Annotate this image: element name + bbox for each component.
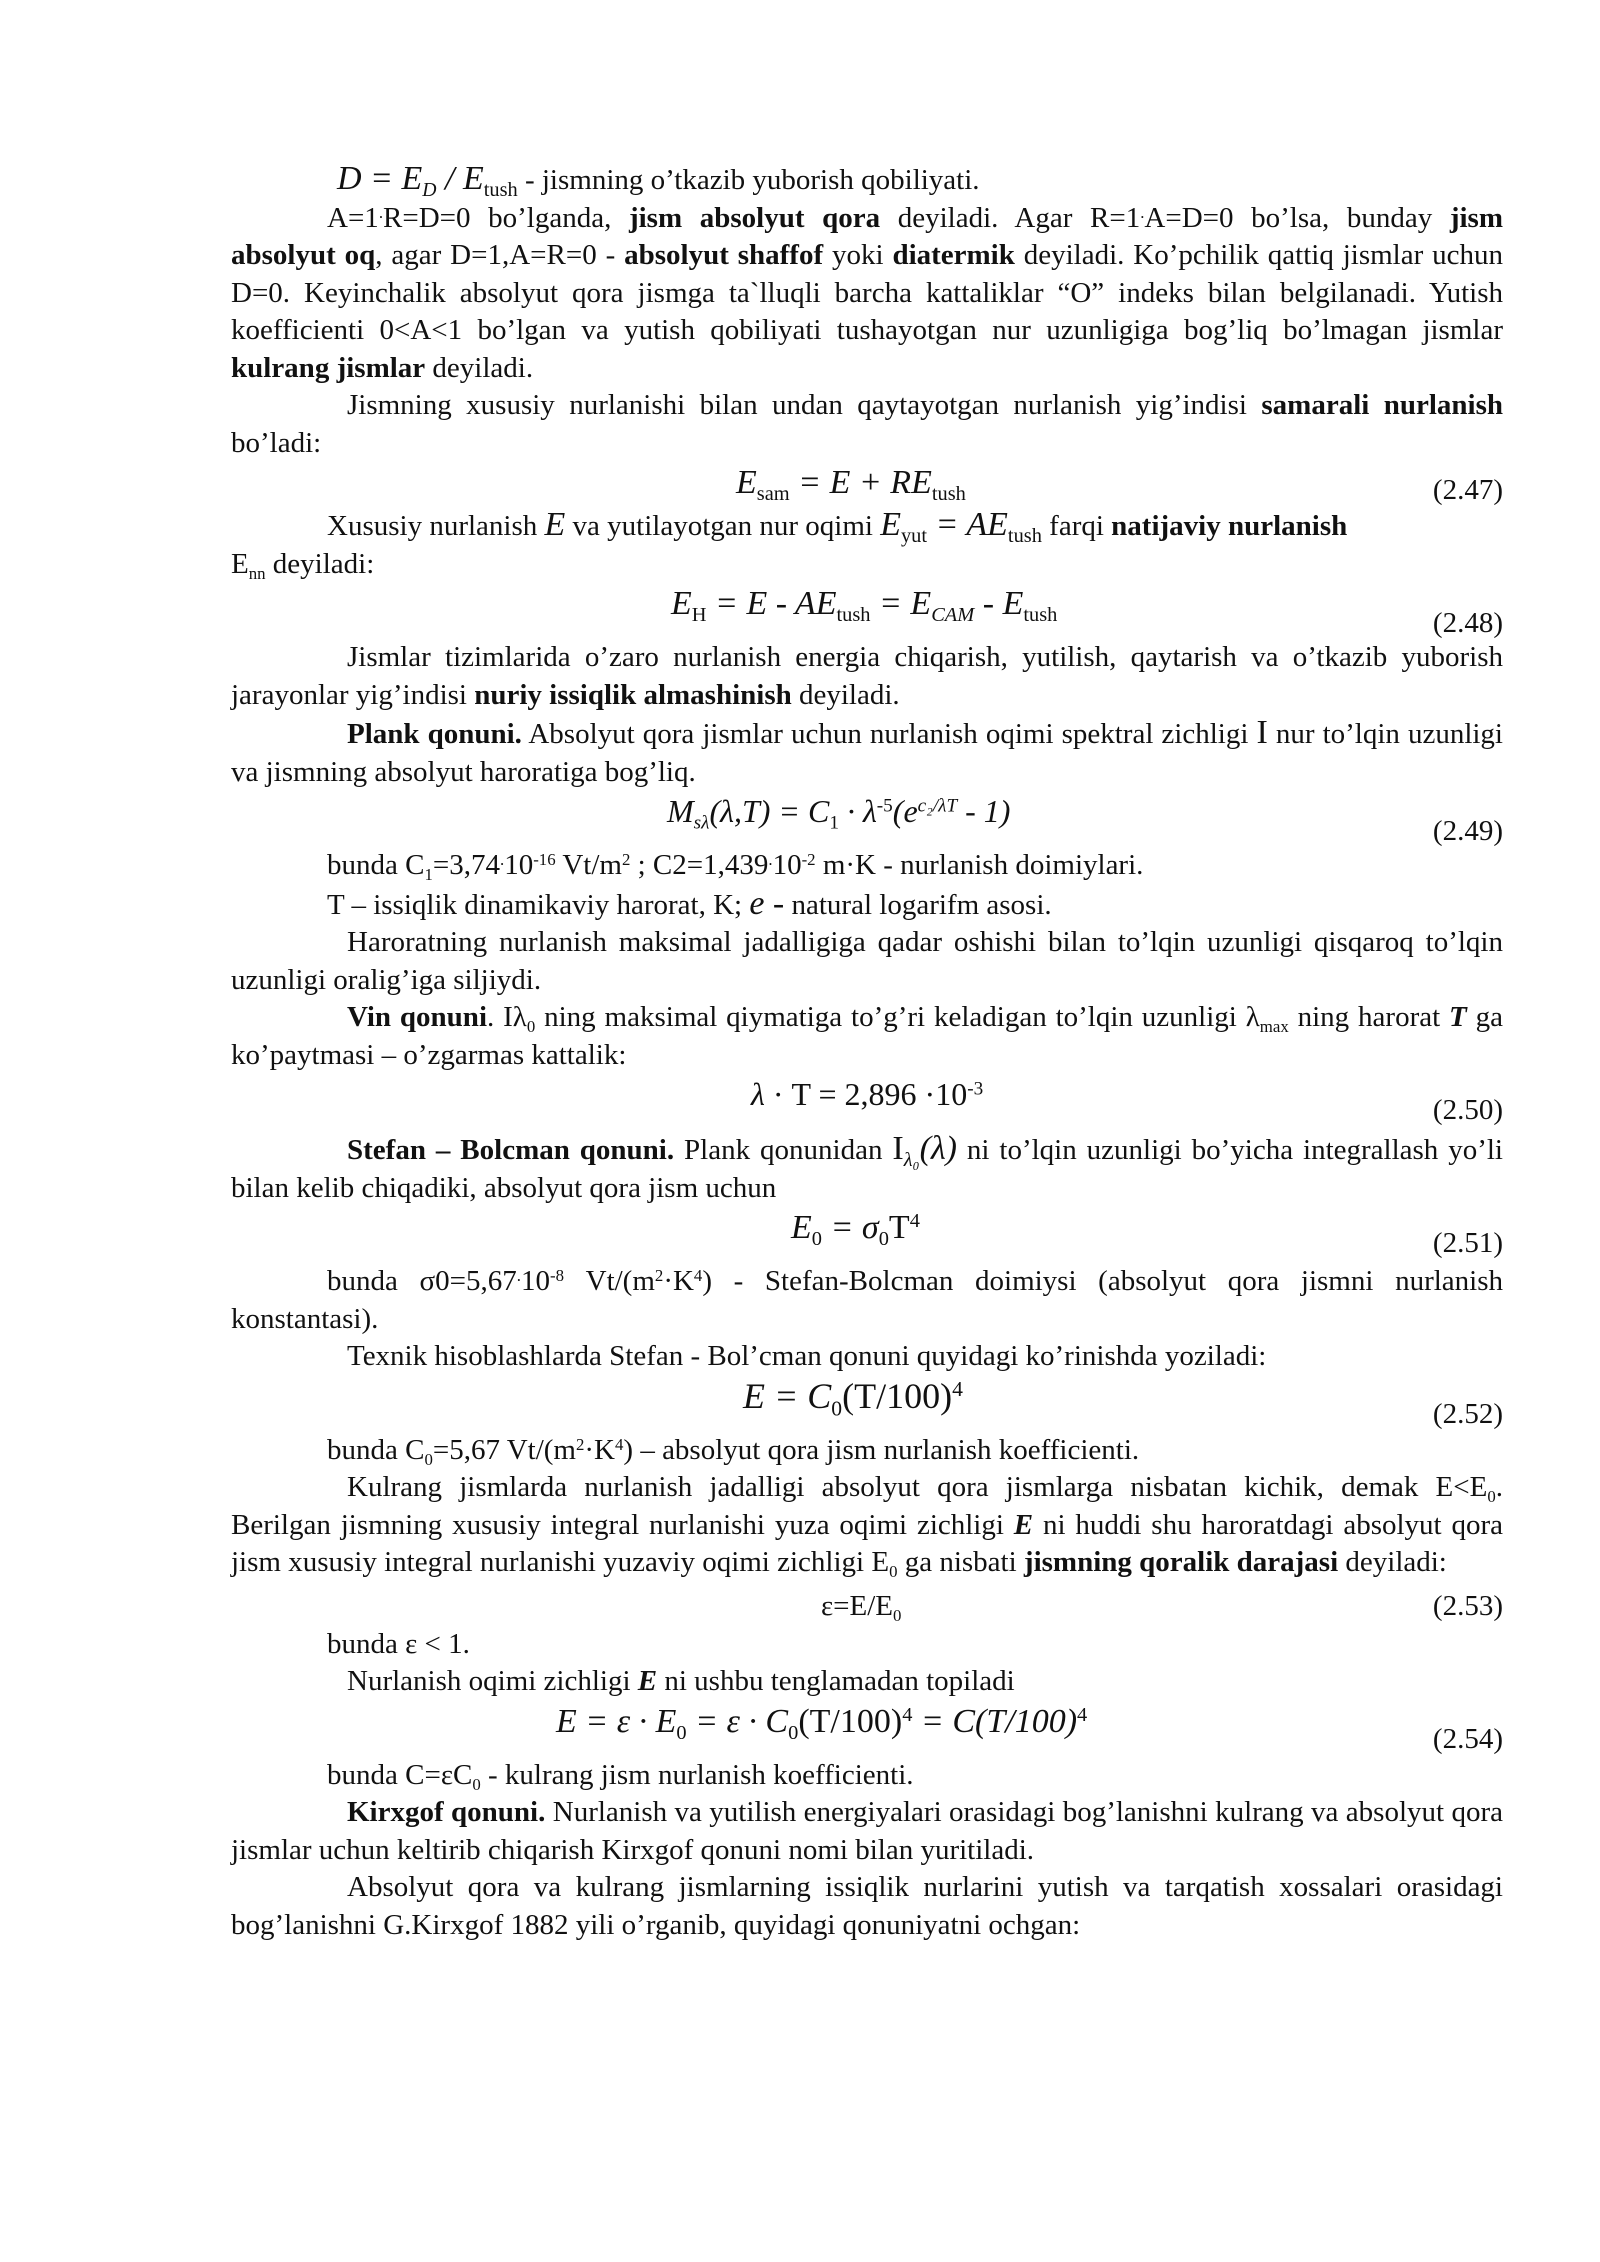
paragraph-grey-body-coefficient: bunda $C=\varepsilon C_0$ - kulrang jism nurlanish koefficienti. xyxy=(327,1758,914,1794)
paragraph-kirchhoff-history: Absolyut qora va kulrang jismlarning issiqlik nurlarini yutish va tarqatish xossalari orasidagi bog’lanishni G.Kirxgof 1882 yili o’rganib, quyidagi qonuniyatni ochgan: xyxy=(231,1871,1503,1941)
equation-number: (2.54) xyxy=(1432,1722,1503,1755)
paragraph-kirchhoff-law: Kirxgof qonuni. Nurlanish va yutilish energiyalari orasidagi bog’lanishni kulrang va absolyut qora jismlar uchun keltirib chiqarish Kirxgof qonuni nomi bilan yuritiladi. xyxy=(231,1796,1504,1866)
equation-number: (2.48) xyxy=(1432,607,1503,639)
equation-2-51: $E_0 = \sigma_0T^4$ (2.51) xyxy=(231,1207,1503,1263)
formula-transmissivity: $D = E_D / E_{tush}$ xyxy=(337,160,518,202)
equation-number: (2.49) xyxy=(1432,815,1503,847)
equation-2-53: $\varepsilon=E/E_0$ (2.53) xyxy=(821,1589,1503,1625)
paragraph-absolute-bodies: A=1.R=D=0 bo’lganda, jism absolyut qora deyiladi. Agar R=1.A=D=0 bo’lsa, bunday jism absolyut oq, agar D=1,A=R=0 - absolyut shaffof yoki diatermik deyiladi. Ko’pchilik qattiq jismlar uchun D=0. Keyinchalik absolyut qora jismga ta`lluqli barcha kattaliklar “O” indeks bilan belgilanadi. Yutish koefficienti 0<A<1 bo’lgan va yutish qobiliyati tushayotgan nur uzunligiga bog’liq bo’lmagan jismlar kulrang jismlar deyiladi. xyxy=(231,201,1504,384)
paragraph-stefan-constant: bunda $\sigma 0=5,67^.10^{-8}$ $Vt/(m^2\cdot K^4)$ - Stefan-Bolcman doimiysi (absolyut qora jismni nurlanish konstantasi). xyxy=(231,1265,1503,1335)
paragraph-temperature-note: T – issiqlik dinamikaviy harorat, K; e - natural logarifm asosi. xyxy=(327,884,1052,922)
paragraph-net-radiation: Xususiy nurlanish E va yutilayotgan nur oqimi $E_{yut} = AE_{tush}$ farqi natijaviy nurlanish $E_{nn}$ deyiladi: xyxy=(231,506,1348,583)
paragraph-radiant-heat-exchange: Jismlar tizimlarida o’zaro nurlanish energia chiqarish, yutilish, qaytarish va o’tkazib yuborish jarayonlar yig’indisi nuriy issiqlik almashinish deyiladi. xyxy=(231,641,1503,711)
paragraph-stefan-boltzmann-law: Stefan – Bolcman qonuni. Plank qonunidan $I_{\lambda_0}(\lambda)$ ni to’lqin uzunligi bo’yicha integrallash yo’li bilan kelib chiqadiki, absolyut qora jism uchun xyxy=(231,1130,1503,1204)
equation-2-48: $E_H = E - AE_{tush} = E_{CAM} - E_{tush}$ (2.48) xyxy=(231,583,1503,639)
equation-2-52: $E = C_0(T/100)^4$ (2.52) xyxy=(231,1376,1503,1432)
equation-2-50: $\lambda \cdot T = 2,896 \cdot 10^{-3}$ (2.50) xyxy=(231,1074,1503,1130)
equation-number: (2.52) xyxy=(1432,1397,1503,1430)
paragraph-flux-density: Nurlanish oqimi zichligi E ni ushbu tenglamadan topiladi xyxy=(347,1665,1015,1697)
equation-number: (2.53) xyxy=(1432,1589,1503,1622)
paragraph-black-body-coefficient: bunda $C_0=5,67$ $Vt/(m^2\cdot K^4)$ – absolyut qora jism nurlanish koefficienti. xyxy=(327,1433,1140,1469)
equation-2-49: $M_{s\lambda}(\lambda,T) = C_1 \cdot \lambda^{-5}(e^{c_2/\lambda T} - 1)$ (2.49) xyxy=(231,791,1503,847)
document-page xyxy=(231,160,1503,1944)
equation-number: (2.47) xyxy=(1432,474,1503,506)
paragraph-emissivity: Kulrang jismlarda nurlanish jadalligi absolyut qora jismlarga nisbatan kichik, demak $E<E_0$. Berilgan jismning xususiy integral nurlanishi yuza oqimi zichligi E ni huddi shu haroratdagi absolyut qora jism xususiy integral nurlanishi yuzaviy oqimi zichligi $E_0$ ga nisbati jismning qoralik darajasi deyiladi: xyxy=(231,1471,1503,1581)
paragraph-technical-form: Texnik hisoblashlarda Stefan - Bol’cman qonuni quyidagi ko’rinishda yoziladi: xyxy=(347,1340,1267,1372)
equation-2-47: $E_{sam} = E + RE_{tush}$ (2.47) xyxy=(231,462,1503,506)
paragraph-planck-constants: bunda $C_1=3,74^.10^{-16}$ $Vt/m^2$ ; $C2=1,439^.10^{-2}$ m·K - nurlanish doimiylari. xyxy=(327,849,1144,884)
equation-number: (2.50) xyxy=(1432,1094,1503,1126)
paragraph-transmissivity: $D = E_D / E_{tush}$ - jismning o’tkazib yuborish qobiliyati. xyxy=(337,160,980,202)
equation-number: (2.51) xyxy=(1432,1227,1503,1259)
equation-2-54: $E = \varepsilon \cdot E_0 = \varepsilon \cdot C_0(T/100)^4 = C(T/100)^4$ (2.54) xyxy=(231,1701,1503,1757)
paragraph-epsilon-less-one: bunda ε < 1. xyxy=(327,1627,470,1660)
paragraph-planck-law: Plank qonuni. Absolyut qora jismlar uchun nurlanish oqimi spektral zichligi I nur to’lqin uzunligi va jismning absolyut haroratiga bog’liq. xyxy=(231,714,1503,788)
paragraph-wavelength-shift: Haroratning nurlanish maksimal jadalligiga qadar oshishi bilan to’lqin uzunligi qisqaroq to’lqin uzunligi oralig’iga siljiydi. xyxy=(231,926,1503,996)
paragraph-effective-radiation: Jismning xususiy nurlanishi bilan undan qaytayotgan nurlanish yig’indisi samarali nurlanish bo’ladi: xyxy=(231,389,1504,459)
paragraph-wien-law: Vin qonuni. $I\lambda_0$ ning maksimal qiymatiga to’g’ri keladigan to’lqin uzunligi $\lambda_{max}$ ning harorat T ga ko’paytmasi – o’zgarmas kattalik: xyxy=(231,1001,1503,1071)
